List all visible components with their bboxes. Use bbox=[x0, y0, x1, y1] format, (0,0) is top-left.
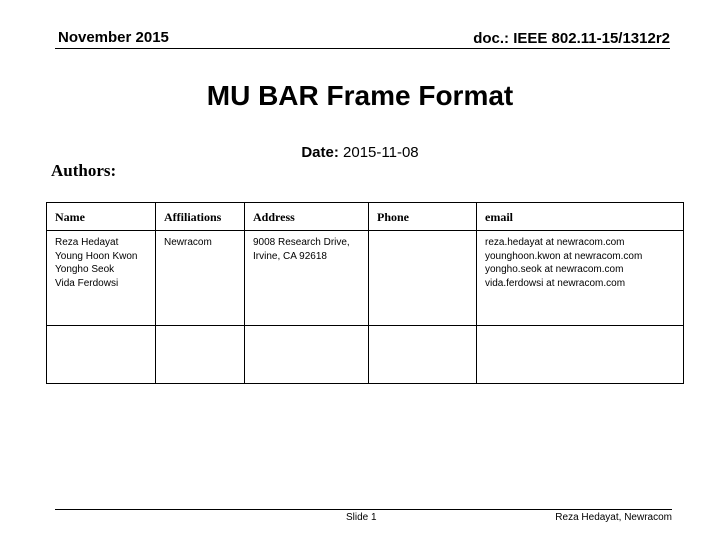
footer-author: Reza Hedayat, Newracom bbox=[555, 512, 672, 523]
cell-empty bbox=[477, 326, 684, 384]
header-doc-id: doc.: IEEE 802.11-15/1312r2 bbox=[473, 30, 670, 47]
author-name: Young Hoon Kwon bbox=[55, 250, 138, 262]
email-address: younghoon.kwon at newracom.com bbox=[485, 250, 643, 262]
cell-email bbox=[477, 231, 684, 326]
date-label: Date: bbox=[301, 144, 339, 161]
affiliation: Newracom bbox=[164, 237, 212, 248]
header-divider bbox=[55, 48, 670, 49]
column-header-name: Name bbox=[47, 203, 156, 231]
cell-empty bbox=[245, 326, 369, 384]
email-address: vida.ferdowsi at newracom.com bbox=[485, 277, 626, 289]
cell-empty bbox=[156, 326, 245, 384]
header-date: November 2015 bbox=[58, 29, 169, 46]
author-name: Vida Ferdowsi bbox=[55, 277, 119, 289]
address-line: Irvine, CA 92618 bbox=[253, 250, 327, 262]
column-header-email: email bbox=[477, 203, 684, 231]
address-line: 9008 Research Drive, bbox=[253, 237, 350, 248]
column-header-address: Address bbox=[245, 203, 369, 231]
table-row-empty bbox=[47, 326, 684, 384]
date-line bbox=[0, 144, 720, 161]
authors-table bbox=[46, 202, 684, 384]
column-header-phone: Phone bbox=[369, 203, 477, 231]
slide-title: MU BAR Frame Format bbox=[206, 80, 514, 111]
cell-address bbox=[245, 231, 369, 326]
table-row bbox=[47, 231, 684, 326]
email-address: yongho.seok at newracom.com bbox=[485, 264, 624, 275]
table-header-row bbox=[47, 203, 684, 231]
footer-divider bbox=[55, 509, 672, 510]
cell-affiliations bbox=[156, 231, 245, 326]
cell-empty bbox=[369, 326, 477, 384]
author-name: Reza Hedayat bbox=[55, 237, 119, 248]
slide-number: Slide 1 bbox=[346, 512, 377, 523]
cell-name bbox=[47, 231, 156, 326]
author-name: Yongho Seok bbox=[55, 264, 115, 275]
date-value: 2015-11-08 bbox=[343, 144, 419, 161]
cell-phone bbox=[369, 231, 477, 326]
cell-empty bbox=[47, 326, 156, 384]
column-header-affiliations: Affiliations bbox=[156, 203, 245, 231]
authors-heading: Authors: bbox=[51, 161, 117, 180]
email-address: reza.hedayat at newracom.com bbox=[485, 237, 625, 248]
